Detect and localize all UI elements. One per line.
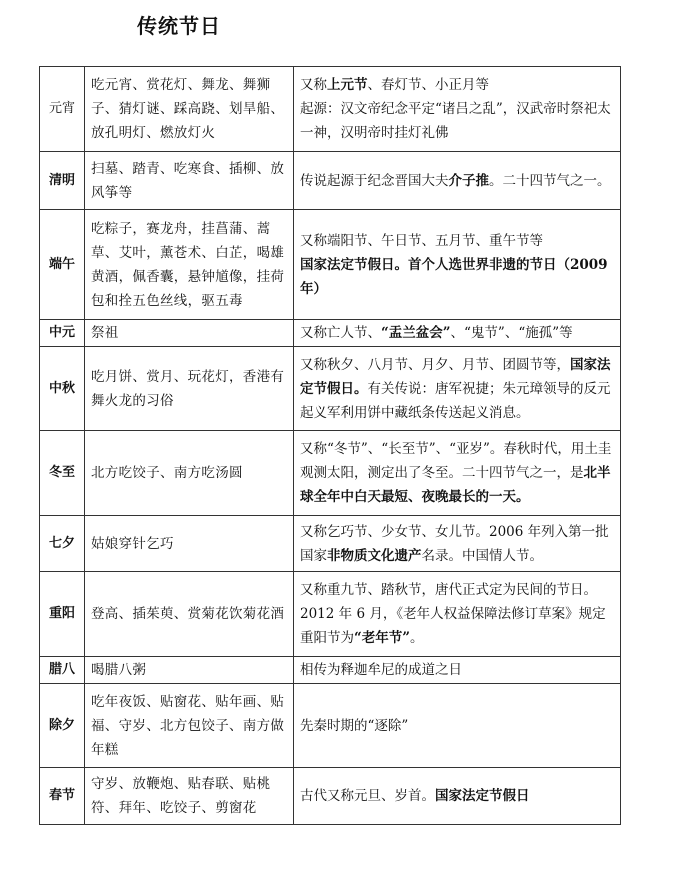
description-line: [300, 73, 614, 97]
festival-row: [40, 320, 621, 347]
description-line: [300, 353, 614, 425]
festival-row: [40, 768, 621, 825]
festival-description: [294, 67, 621, 152]
festival-name: 中秋: [40, 347, 85, 431]
description-text-bold: 上元节: [327, 77, 368, 93]
festival-customs: 吃月饼、赏月、玩花灯，香港有舞火龙的习俗: [85, 347, 294, 431]
description-text: 又称重九节、踏秋节，唐代正式定为民间的节日。: [300, 582, 597, 598]
description-text-bold: 介子推: [448, 172, 489, 189]
festival-name: 七夕: [40, 516, 85, 572]
festival-row: [40, 210, 621, 320]
festival-name: 春节: [40, 768, 85, 825]
festival-customs: 吃元宵、赏花灯、舞龙、舞狮子、猜灯谜、踩高跷、划旱船、放孔明灯、燃放灯火: [85, 67, 294, 152]
description-text-bold: “盂兰盆会”: [381, 325, 451, 341]
description-line: [300, 658, 614, 682]
description-text: 又称乞巧节、少女节、女儿节。2006 年列入第一批国家: [300, 523, 609, 564]
festival-row: [40, 657, 621, 684]
festival-row: [40, 516, 621, 572]
description-text: 名录。中国情人节。: [421, 547, 543, 564]
description-line: [300, 602, 614, 650]
page-title: 传统节日: [137, 14, 221, 38]
festival-description: [294, 431, 621, 516]
description-text: 又称亡人节、: [300, 325, 381, 341]
festival-name: 中元: [40, 320, 85, 347]
festival-description: [294, 152, 621, 210]
festival-name: 冬至: [40, 431, 85, 516]
festival-name: 腊八: [40, 657, 85, 684]
description-text-bold: 国家法定节假日。: [300, 356, 611, 397]
festival-description: [294, 768, 621, 825]
festival-name: 元宵: [40, 67, 85, 152]
description-text-bold: “老年节”: [354, 630, 411, 646]
description-line: [300, 520, 614, 568]
festival-row: [40, 431, 621, 516]
festival-name: 重阳: [40, 572, 85, 657]
festival-description: [294, 516, 621, 572]
festival-description: [294, 320, 621, 347]
festival-table-body: [40, 67, 621, 825]
festival-row: [40, 572, 621, 657]
description-text-bold: 北半球全年中白天最短、夜晚最长的一天。: [300, 465, 611, 505]
description-line: [300, 714, 614, 738]
festival-name: 端午: [40, 210, 85, 320]
description-text: 起源：汉文帝纪念平定“诸吕之乱”，汉武帝时祭祀太一神，汉明帝时挂灯礼佛: [300, 101, 611, 141]
festival-name: 清明: [40, 152, 85, 210]
description-text: 2012 年 6 月，《老年人权益保障法修订草案》规定重阳节为: [300, 606, 606, 646]
description-text: 古代又称元旦、岁首。: [300, 788, 435, 804]
description-text: 又称秋夕、八月节、月夕、月节、团圆节等，: [300, 356, 570, 373]
festival-row: [40, 684, 621, 768]
festival-customs: 扫墓、踏青、吃寒食、插柳、放风筝等: [85, 152, 294, 210]
description-text-bold: 国家法定节假日: [435, 788, 530, 804]
description-text: 又称端阳节、午日节、五月节、重午节等: [300, 232, 543, 249]
festival-customs: 吃年夜饭、贴窗花、贴年画、贴福、守岁、北方包饺子、南方做年糕: [85, 684, 294, 768]
description-text: 又称: [300, 77, 327, 93]
description-line: [300, 784, 614, 808]
festival-description: [294, 657, 621, 684]
description-text: 传说起源于纪念晋国大夫: [300, 172, 449, 189]
description-line: [300, 253, 614, 301]
festival-customs: 祭祖: [85, 320, 294, 347]
description-line: [300, 97, 614, 145]
description-line: [300, 578, 614, 602]
festival-name: 除夕: [40, 684, 85, 768]
description-line: [300, 169, 614, 193]
festival-description: [294, 572, 621, 657]
description-text: 有关传说：唐军祝捷；朱元璋领导的反元起义军利用饼中藏纸条传送起义消息。: [300, 380, 611, 421]
description-text: 。二十四节气之一。: [489, 172, 611, 189]
description-text-bold: 国家法定节假日。首个人选世界非遗的节日（2009 年）: [300, 256, 608, 297]
festival-description: [294, 347, 621, 431]
festival-description: [294, 210, 621, 320]
description-text-bold: 非物质文化遗产: [327, 547, 422, 564]
festival-table: [39, 66, 621, 825]
festival-description: [294, 684, 621, 768]
festival-row: [40, 152, 621, 210]
description-text: 。: [410, 630, 424, 646]
description-text: 又称“冬节”、“长至节”、“亚岁”。春秋时代，用土圭观测太阳，测定出了冬至。二十四节气之一，是: [300, 441, 612, 481]
description-line: [300, 437, 614, 509]
description-line: [300, 229, 614, 253]
description-text: 、“鬼节”、“施孤”等: [450, 325, 573, 341]
festival-customs: 姑娘穿针乞巧: [85, 516, 294, 572]
festival-row: [40, 347, 621, 431]
description-text: 、春灯节、小正月等: [367, 77, 489, 93]
description-text: 先秦时期的“逐除”: [300, 717, 409, 734]
festival-customs: 守岁、放鞭炮、贴春联、贴桃符、拜年、吃饺子、剪窗花: [85, 768, 294, 825]
festival-row: [40, 67, 621, 152]
description-line: [300, 321, 614, 345]
festival-customs: 喝腊八粥: [85, 657, 294, 684]
festival-customs: 北方吃饺子、南方吃汤圆: [85, 431, 294, 516]
description-text: 相传为释迦牟尼的成道之日: [300, 662, 462, 678]
festival-customs: 登高、插茱萸、赏菊花饮菊花酒: [85, 572, 294, 657]
festival-customs: 吃粽子，赛龙舟，挂菖蒲、蒿草、艾叶，薰苍术、白芷，喝雄黄酒，佩香囊，悬钟馗像，挂荷包和拴五色丝线，驱五毒: [85, 210, 294, 320]
